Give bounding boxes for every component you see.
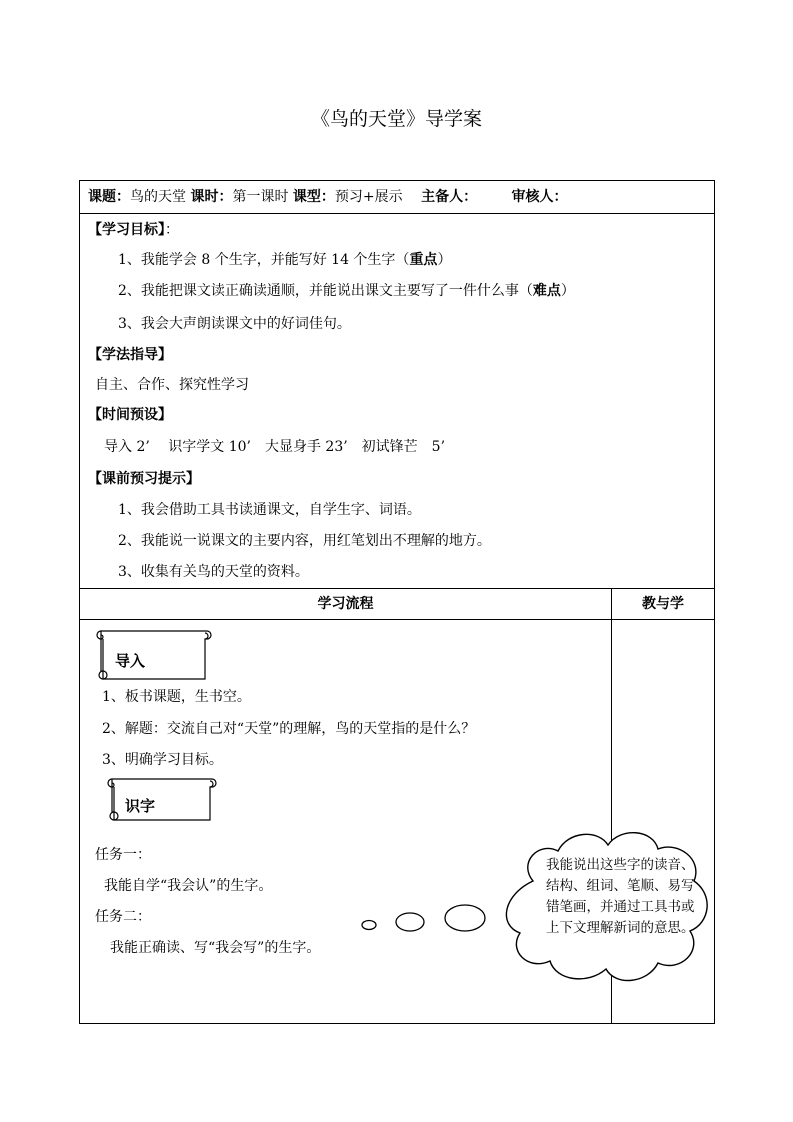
lesson-table <box>79 180 715 1024</box>
method-heading: 【学法指导】 <box>88 347 172 363</box>
goal-item-1-text: 1、我能学会 8 个生字，并能写好 14 个生字（ <box>118 252 410 268</box>
goal-item-3: 3、我会大声朗读课文中的好词佳句。 <box>118 316 351 332</box>
goals-heading-text: 【学习目标】 <box>88 222 165 238</box>
goal-item-1-end: ） <box>437 252 452 268</box>
preparer-label: 主备人： <box>421 189 478 205</box>
task-2-label: 任务二： <box>95 909 151 925</box>
document-title: 《鸟的天堂》导学案 <box>310 108 482 130</box>
period-value: 第一课时 <box>232 189 289 205</box>
goal-item-2 <box>118 282 575 300</box>
task-1-label: 任务一： <box>95 847 151 863</box>
scroll-banner-icon <box>104 775 220 825</box>
goal-item-2-end: ） <box>560 283 575 299</box>
goals-heading-suffix: ： <box>165 222 179 238</box>
row-divider <box>80 213 714 214</box>
intro-item-1: 1、板书课题，生书空。 <box>102 689 251 705</box>
type-value: 预习+展示 <box>334 189 403 205</box>
goal-item-2-emphasis: 难点 <box>532 283 561 299</box>
row-divider <box>80 619 714 620</box>
goal-item-2-text: 2、我能把课文读正确读通顺，并能说出课文主要写了一件什么事（ <box>118 283 533 299</box>
time-heading: 【时间预设】 <box>88 407 172 423</box>
intro-item-3: 3、明确学习目标。 <box>102 752 223 768</box>
method-text: 自主、合作、探究性学习 <box>95 377 249 393</box>
subject-label: 课题： <box>88 189 130 205</box>
scroll-label-literacy: 识字 <box>125 797 156 815</box>
task-1-text: 我能自学“我会认”的生字。 <box>104 878 273 894</box>
goal-item-1-emphasis: 重点 <box>409 252 438 268</box>
teach-column-header: 教与学 <box>642 596 684 612</box>
preview-item-3: 3、收集有关鸟的天堂的资料。 <box>118 564 309 580</box>
time-text: 导入 2’ 识字学文 10’ 大显身手 23’ 初试锋芒 5’ <box>104 439 446 455</box>
preview-item-2: 2、我能说一说课文的主要内容，用红笔划出不理解的地方。 <box>118 533 491 549</box>
goals-heading <box>88 221 179 239</box>
preview-heading: 【课前预习提示】 <box>88 471 200 487</box>
scroll-banner-icon <box>93 627 215 685</box>
intro-item-2: 2、解题：交流自己对“天堂”的理解，鸟的天堂指的是什么？ <box>102 721 476 737</box>
header-row <box>88 188 568 206</box>
cloud-hint-text: 我能说出这些字的读音、结构、组词、笔顺、易写错笔画，并通过工具书或上下文理解新词的意思。 <box>546 857 695 936</box>
period-label: 课时： <box>190 189 233 205</box>
type-label: 课型： <box>292 189 335 205</box>
task-2-text: 我能正确读、写“我会写”的生字。 <box>110 940 321 956</box>
reviewer-label: 审核人： <box>511 189 568 205</box>
subject-value: 鸟的天堂 <box>130 189 186 205</box>
preview-item-1: 1、我会借助工具书读通课文，自学生字、词语。 <box>118 502 421 518</box>
goal-item-1 <box>118 251 451 269</box>
scroll-label-intro: 导入 <box>115 652 146 670</box>
flow-column-header: 学习流程 <box>317 596 374 612</box>
row-divider <box>80 588 714 589</box>
